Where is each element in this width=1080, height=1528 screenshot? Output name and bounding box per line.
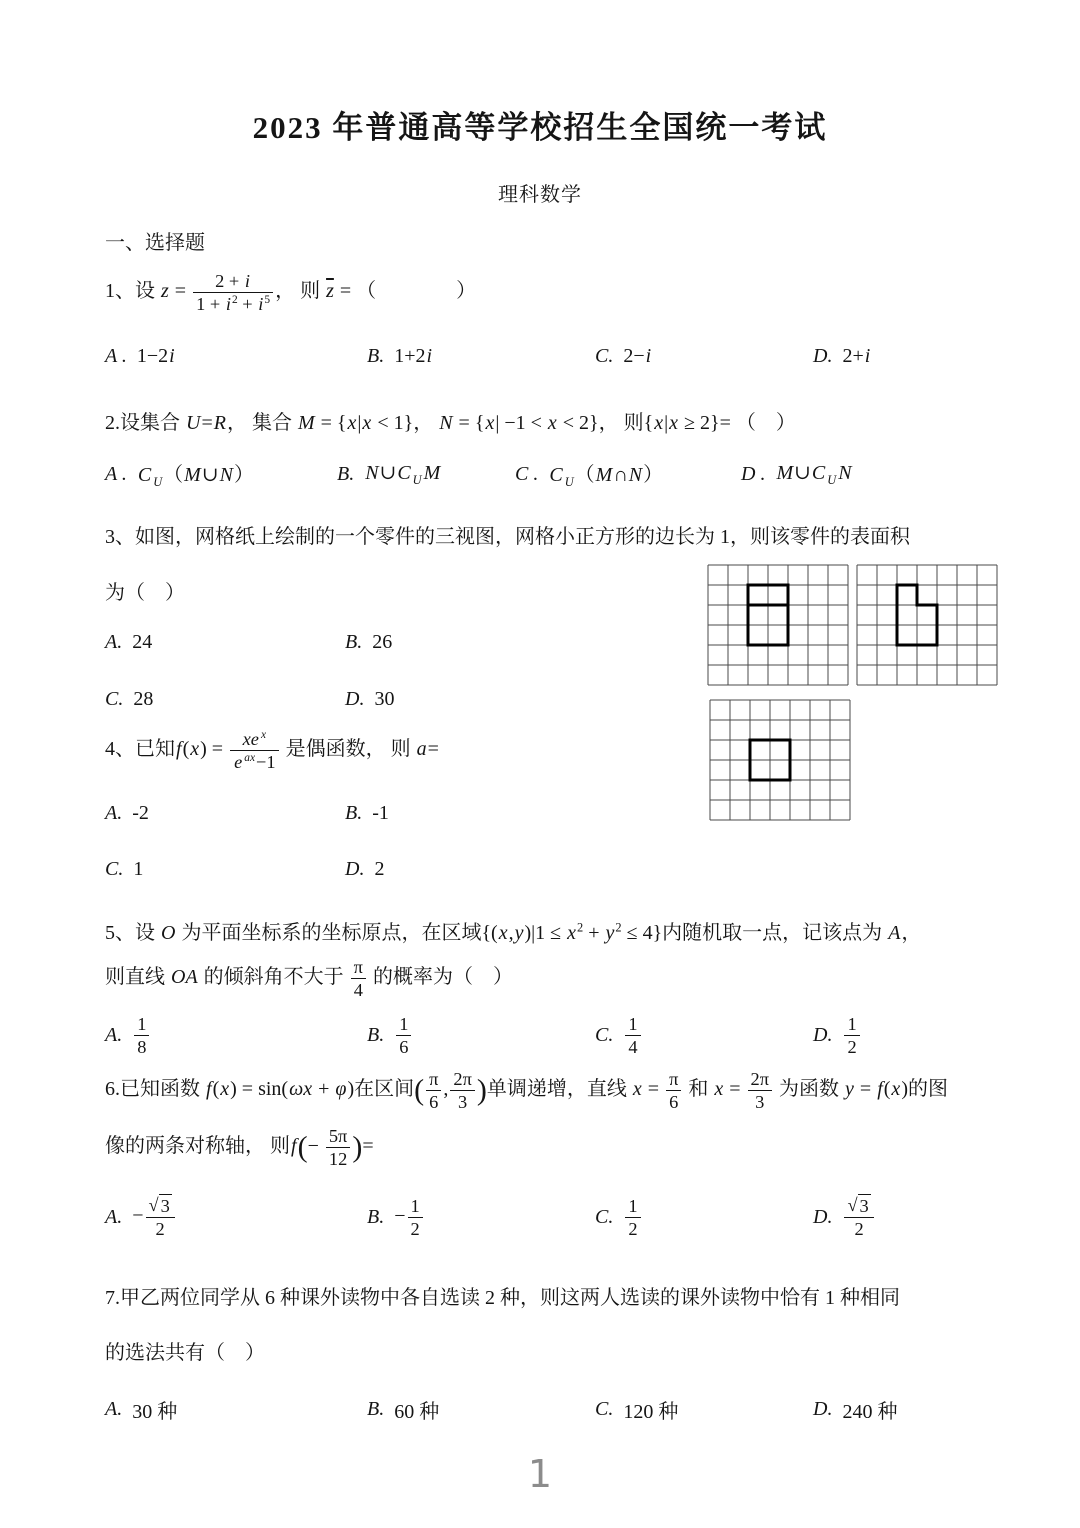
question-2-options xyxy=(105,458,1015,490)
question-6-option-b xyxy=(367,1195,595,1240)
question-1-options xyxy=(105,345,1015,368)
question-3-stem-line1: 3、如图，网格纸上绘制的一个零件的三视图，网格小正方形的边长为 1，则该零件的表面积 xyxy=(105,526,910,548)
option-label: B. xyxy=(367,345,385,367)
question-2-option-c xyxy=(515,458,741,490)
option-value: 1−2i xyxy=(136,345,175,367)
option-value: 2+i xyxy=(842,345,871,367)
option-value: 2−i xyxy=(623,345,652,367)
option-value: 30 xyxy=(374,688,395,710)
option-value: 120 种 xyxy=(623,1401,679,1423)
option-value: M∪C $_U$ N xyxy=(776,462,852,487)
option-label: B. xyxy=(367,1024,385,1047)
question-4-option-c xyxy=(105,858,345,881)
page-number: 1 xyxy=(527,1452,553,1496)
figure-front-view xyxy=(706,563,850,692)
option-value: − √ 3 2 xyxy=(132,1194,177,1240)
question-5-option-b xyxy=(367,1013,595,1058)
option-label: A. xyxy=(105,802,123,824)
question-1-stem: 1、设 z = $\frac{2 + i}{1 + i^2 + i^5}$ ， 则 $\overline{z}$ = （ ） xyxy=(105,271,477,315)
question-7-stem-line2: 的选法共有（ ） xyxy=(105,1342,265,1364)
section-heading: 一、选择题 xyxy=(105,232,205,254)
question-7-options xyxy=(105,1395,1015,1424)
option-label: D. xyxy=(345,688,365,710)
option-label: A. xyxy=(105,1024,123,1047)
question-2-option-d xyxy=(741,460,1015,488)
option-label: C . xyxy=(515,462,539,485)
question-4-option-d xyxy=(345,858,665,881)
option-label: C. xyxy=(595,1398,614,1420)
option-label: D. xyxy=(813,1398,833,1420)
option-value: 1 xyxy=(133,858,144,880)
front-view-grid xyxy=(706,563,850,687)
question-6-options xyxy=(105,1194,1015,1240)
question-3-option-c xyxy=(105,688,345,711)
option-value: 60 种 xyxy=(394,1401,440,1423)
question-3-options-row2 xyxy=(105,688,665,711)
option-value: 240 种 xyxy=(842,1401,898,1423)
question-6-option-d xyxy=(813,1194,1015,1240)
question-5-option-a xyxy=(105,1013,367,1058)
question-7-stem-line1: 7.甲乙两位同学从 6 种课外读物中各自选读 2 种，则这两人选读的课外读物中恰有 1 种相同 xyxy=(105,1287,900,1309)
question-7-option-c xyxy=(595,1395,813,1424)
option-label: A. xyxy=(105,1205,123,1228)
option-label: D . xyxy=(741,462,766,485)
figure-side-view xyxy=(855,563,999,692)
question-1-option-c xyxy=(595,345,813,368)
exam-title: 2023 年普通高等学校招生全国统一考试 xyxy=(252,110,828,145)
question-5-option-c xyxy=(595,1013,813,1058)
option-label: C. xyxy=(105,688,124,710)
option-label: A. xyxy=(105,1398,123,1420)
option-value: $\frac{1}{2}$ xyxy=(623,1195,642,1240)
option-value: 1+2i xyxy=(394,345,433,367)
option-label: C. xyxy=(105,858,124,880)
question-6-option-a xyxy=(105,1194,367,1240)
option-label: B. xyxy=(345,631,363,653)
question-4-option-b xyxy=(345,802,665,825)
option-label: A . xyxy=(105,345,127,367)
question-3-options-row1 xyxy=(105,631,665,654)
question-5-stem-line2: 则直线 OA 的倾斜角不大于 $\frac{\pi}{4}$ 的概率为（ ） xyxy=(105,957,513,1001)
option-value: C $_U$（M∩N） xyxy=(549,464,664,489)
option-value: $\frac{1}{2}$ xyxy=(842,1013,861,1058)
option-label: B. xyxy=(367,1398,385,1420)
question-4-options-row1 xyxy=(105,802,665,825)
question-5-stem-line1: 5、设 O 为平面坐标系的坐标原点，在区域$\{(x,y)|1 \le x^2 + y^2 \le 4\}$内随机取一点，记该点为 A， xyxy=(105,920,922,944)
option-value: $\frac{1}{4}$ xyxy=(623,1013,642,1058)
option-label: B. xyxy=(367,1205,385,1228)
option-value: √ 3 2 xyxy=(842,1194,875,1240)
exam-subject: 理科数学 xyxy=(498,184,582,206)
option-value: N∪C $_U$ M xyxy=(365,462,441,487)
question-2-option-a xyxy=(105,458,337,490)
question-6-stem-line1: 6.已知函数 f(x) = sin(ωx + φ)在区间( $\frac{\pi}{6}$ , $\frac{2\pi}{3}$ )单调递增，直线 x = $\frac{\pi}{6}$ 和 x = $\frac{2\pi}{3}$ 为函数 y = f(x)的图 xyxy=(105,1069,948,1113)
question-4-option-a xyxy=(105,802,345,825)
question-3-stem-line2: 为（ ） xyxy=(105,582,185,604)
question-7-option-d xyxy=(813,1395,1015,1424)
question-4-options-row2 xyxy=(105,858,665,881)
option-label: B. xyxy=(337,462,355,485)
question-7-option-a xyxy=(105,1395,367,1424)
question-6-stem-line2: 像的两条对称轴， 则f(− $\frac{5\pi}{12}$ )= xyxy=(105,1126,374,1170)
question-2-option-b xyxy=(337,460,515,488)
question-5-option-d xyxy=(813,1013,1015,1058)
option-label: C. xyxy=(595,345,614,367)
option-value: -1 xyxy=(372,802,389,824)
question-6-option-c xyxy=(595,1195,813,1240)
question-1-option-d xyxy=(813,345,1015,368)
question-3-option-b xyxy=(345,631,665,654)
option-label: A . xyxy=(105,462,127,485)
option-label: D. xyxy=(813,1205,833,1228)
question-1-option-a xyxy=(105,345,367,368)
question-4-stem: 4、已知f(x) = $\frac{xe ^x}{e ^{ax}-1}$ 是偶函数， 则 a= xyxy=(105,728,439,773)
option-value: 2 xyxy=(374,858,385,880)
option-value: 24 xyxy=(132,631,153,653)
question-7-option-b xyxy=(367,1395,595,1424)
question-3-option-a xyxy=(105,631,345,654)
option-value: 30 种 xyxy=(132,1401,178,1423)
option-value: C $_U$（M∪N） xyxy=(137,464,254,489)
question-2-stem: 2.设集合 U=R， 集合 M = {x|x < 1}， N = {x| −1 < x < 2}， 则{x|x ≥ 2}= （ ） xyxy=(105,412,796,434)
option-label: B. xyxy=(345,802,363,824)
option-label: C. xyxy=(595,1205,614,1228)
side-view-grid xyxy=(855,563,999,687)
option-value: -2 xyxy=(132,802,149,824)
option-label: D. xyxy=(345,858,365,880)
question-1-option-b xyxy=(367,345,595,368)
option-value: 28 xyxy=(133,688,154,710)
question-3-option-d xyxy=(345,688,665,711)
option-label: D. xyxy=(813,345,833,367)
option-value: $\frac{1}{8}$ xyxy=(132,1013,151,1058)
option-value: − $\frac{1}{2}$ xyxy=(394,1195,424,1240)
question-5-options xyxy=(105,1013,1015,1058)
option-value: 26 xyxy=(372,631,393,653)
option-label: D. xyxy=(813,1024,833,1047)
option-label: A. xyxy=(105,631,123,653)
option-value: $\frac{1}{6}$ xyxy=(394,1013,413,1058)
option-label: C. xyxy=(595,1024,614,1047)
